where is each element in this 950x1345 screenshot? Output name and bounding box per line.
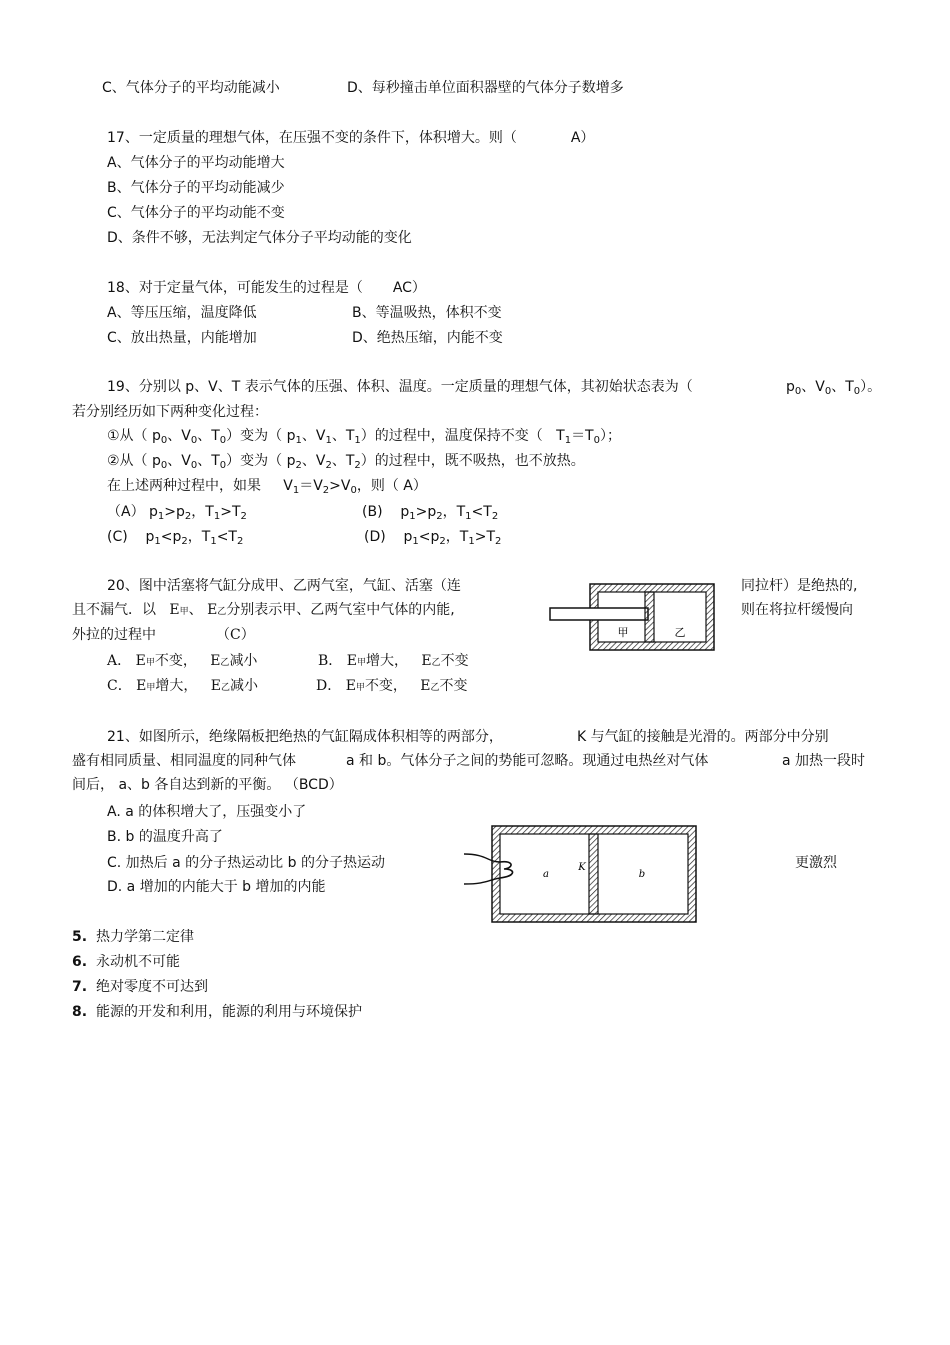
q18-option-a: A、等压压缩，温度降低 [107, 305, 257, 321]
q19-initial-state: $p_0$、$V_0$、$T_0$）。 [786, 379, 882, 397]
q17-option-b: B、气体分子的平均动能减少 [107, 180, 285, 196]
q21-line1: 21、如图所示，绝缘隔板把绝热的气缸隔成体积相等的两部分， [107, 729, 503, 745]
q17-option-d: D、条件不够，无法判定气体分子平均动能的变化 [107, 230, 412, 246]
q21-option-d: D. a 增加的内能大于 b 增加的内能 [107, 879, 326, 895]
q18-stem-text: 18、对于定量气体，可能发生的过程是（ [107, 280, 363, 296]
q20-option-d: D． E甲不变， E乙不变 [316, 678, 468, 694]
q19-option-d: (D) $p_1<p_2$，$T_1>T_2$ [364, 529, 502, 547]
q18-option-c: C、放出热量，内能增加 [107, 330, 257, 346]
q20-answer: （C） [216, 627, 255, 643]
q21-line3: 间后， a、b 各自达到新的平衡。 （BCD） [72, 777, 343, 793]
q19-process-2: ②从（ $p_0$、$V_0$、$T_0$）变为（ $p_2$、$V_2$、$T_2$）的过程中，既不吸热，也不放热。 [107, 453, 585, 471]
q17-answer: A） [570, 130, 595, 146]
q20-option-a: A． E甲不变， E乙减小 [107, 653, 258, 669]
q19-state-tail: ）。 [860, 379, 882, 395]
q20-line1: 20、图中活塞将气缸分成甲、乙两气室，气缸、活塞（连 [107, 578, 461, 594]
q17-stem-text: 17、一定质量的理想气体，在压强不变的条件下，体积增大。则（ [107, 130, 517, 146]
q20-option-c: C． E甲增大， E乙减小 [107, 678, 259, 694]
section-7: 7. 绝对零度不可达到 [72, 979, 208, 995]
chamber-yi-label: 乙 [674, 626, 686, 639]
q19-stem-line2: 若分别经历如下两种变化过程： [72, 404, 268, 420]
q21-line2-tail: a 加热一段时 [782, 753, 866, 769]
option-d-prev: D、每秒撞击单位面积器壁的气体分子数增多 [347, 80, 624, 96]
q19-option-b: (B) $p_1>p_2$，$T_1<T_2$ [362, 504, 499, 522]
q18-answer: AC） [392, 280, 426, 296]
q21-cylinder-figure [460, 822, 702, 924]
pull-rod [550, 608, 648, 620]
q21-option-b: B. b 的温度升高了 [107, 829, 223, 845]
q19-condition: 在上述两种过程中，如果 $V_1=V_2>V_0$，则（ A） [107, 478, 427, 496]
q21-line2-mid: a 和 b。气体分子之间的势能可忽略。现通过电热丝对气体 [346, 753, 709, 769]
q20-cylinder-figure [548, 580, 718, 654]
q19-stem-line1 [107, 378, 693, 396]
q19-option-a: （A） $p_1>p_2$，$T_1>T_2$ [107, 504, 247, 522]
q17-option-c: C、气体分子的平均动能不变 [107, 205, 285, 221]
q20-line2-tail: 则在将拉杆缓慢向 [741, 602, 853, 618]
section-6: 6. 永动机不可能 [72, 954, 180, 970]
partition-k-label: K [578, 862, 586, 873]
chamber-jia-label: 甲 [617, 626, 629, 639]
q20-option-b: B． E甲增大， E乙不变 [318, 653, 469, 669]
q18-option-d: D、绝热压缩，内能不变 [352, 330, 503, 346]
chamber-a-label: a [543, 869, 549, 880]
q21-line1-tail: K 与气缸的接触是光滑的。两部分中分别 [577, 729, 829, 745]
q20-line2: 且不漏气．以 E甲、 E乙分别表示甲、乙两气室中气体的内能, [72, 602, 455, 618]
partition-k [589, 834, 598, 914]
q20-line1-tail: 同拉杆）是绝热的, [741, 578, 858, 594]
section-5: 5. 热力学第二定律 [72, 929, 194, 945]
q21-option-c: C. 加热后 a 的分子热运动比 b 的分子热运动 [107, 855, 385, 871]
q19-stem-text: 19、分别以 p、V、T 表示气体的压强、体积、温度。一定质量的理想气体，其初始状态表为（ [107, 379, 693, 395]
q21-option-a: A. a 的体积增大了，压强变小了 [107, 804, 307, 820]
q18-option-b: B、等温吸热，体积不变 [352, 305, 502, 321]
q20-line3: 外拉的过程中 （C） [72, 627, 255, 643]
chamber-b-label: b [638, 869, 646, 880]
piston [645, 592, 654, 642]
q21-line2: 盛有相同质量、相同温度的同种气体 [72, 753, 296, 769]
q17-option-a: A、气体分子的平均动能增大 [107, 155, 285, 171]
q18-stem [107, 279, 426, 297]
section-8: 8. 能源的开发和利用，能源的利用与环境保护 [72, 1004, 362, 1020]
q17-stem [107, 129, 594, 147]
q19-process-1: ①从（ $p_0$、$V_0$、$T_0$）变为（ $p_1$、$V_1$、$T_1$）的过程中，温度保持不变（ $T_1=T_0$）； [107, 428, 621, 446]
q21-option-c-tail: 更激烈 [795, 855, 837, 871]
option-c-prev: C、气体分子的平均动能减小 [102, 80, 280, 96]
q19-option-c: (C) $p_1<p_2$，$T_1<T_2$ [107, 529, 244, 547]
